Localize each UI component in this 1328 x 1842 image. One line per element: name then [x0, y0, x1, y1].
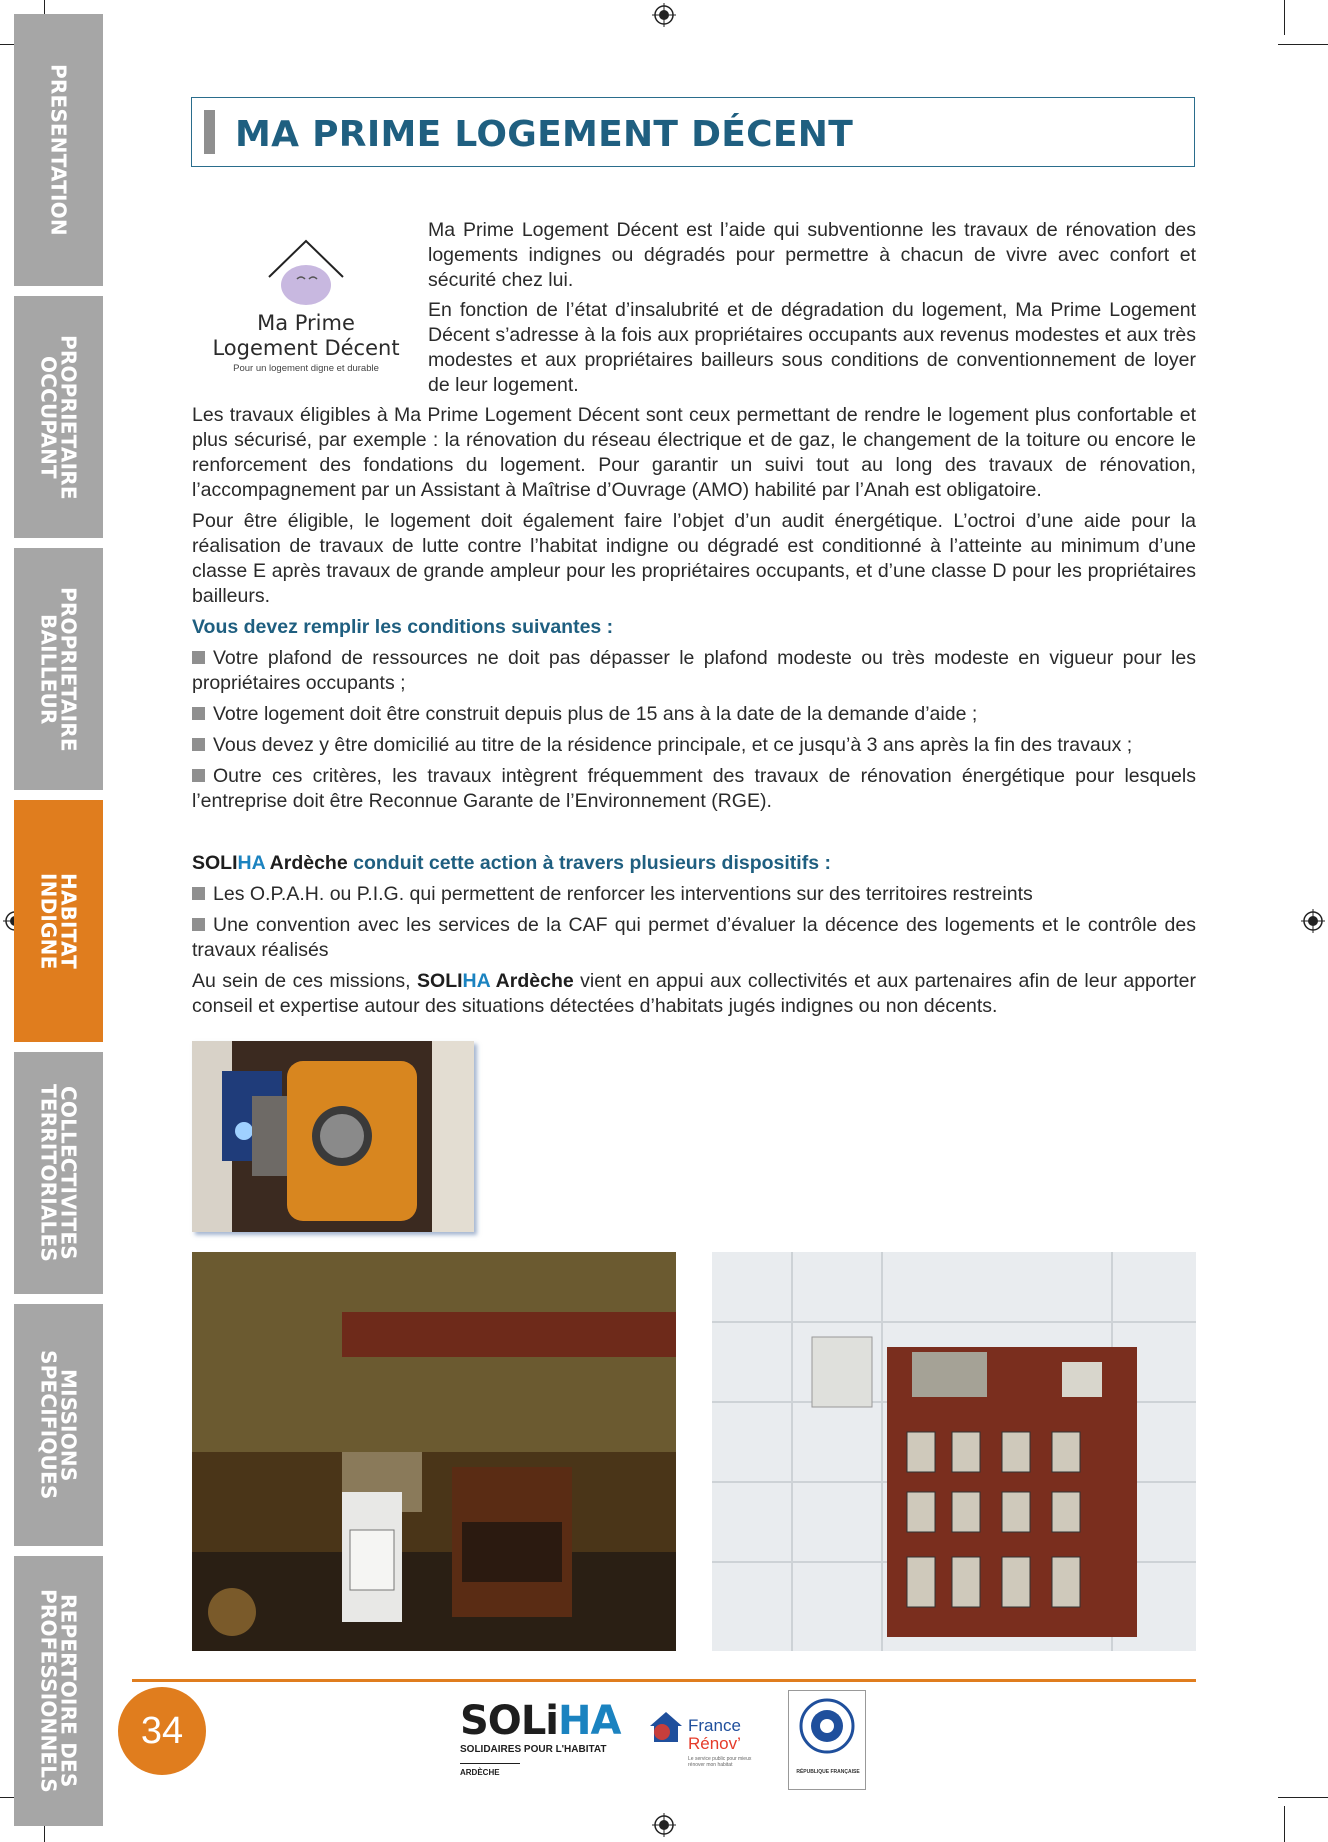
condition-item [192, 733, 1196, 758]
soliha-logo-soli: SOLi [460, 1698, 559, 1744]
condition-text: Votre logement doit être construit depuis plus de 15 ans à la date de la demande d’aide ; [213, 703, 978, 725]
ma-prime-logement-decent-logo [206, 235, 406, 375]
brand-ha: HA [462, 970, 490, 992]
france-renov-logo [648, 1710, 768, 1780]
tab-label: PROPRIETAIRE BAILLEUR [36, 586, 81, 752]
logo-line-2: Logement Décent [212, 336, 400, 360]
soliha-tagline: SOLIDAIRES POUR L'HABITAT [460, 1744, 607, 1755]
body-paragraph-works: Les travaux éligibles à Ma Prime Logement Décent sont ceux permettant de rendre le logement plus confortable et plus sécurisé, par exemple : la rénovation du réseau électrique et de gaz, le changement de la toiture ou encore le renforcement des fondations du logement. Pour garantir un suivi tout au long des travaux de rénovation, l’accompagnement par un Assistant à Maîtrise d’Ouvrage (AMO) habilité par l’Anah est obligatoire. [192, 404, 1196, 501]
tab-label: REPERTOIRE DES PROFESSIONNELS [36, 1589, 81, 1793]
tab-missions-specifiques[interactable] [14, 1304, 103, 1546]
photo-electrical-panel [712, 1252, 1196, 1651]
logo-line-1: Ma Prime [257, 311, 355, 335]
footer-rule [132, 1679, 1196, 1682]
action-item [192, 913, 1196, 963]
bullet-square-icon [192, 769, 205, 782]
action-text: Les O.P.A.H. ou P.I.G. qui permettent de renforcer les interventions sur des territoires restreints [213, 883, 1033, 905]
tab-habitat-indigne[interactable] [14, 800, 103, 1042]
logo-tagline: Pour un logement digne et durable [233, 363, 379, 374]
tab-repertoire-des-professionnels[interactable] [14, 1556, 103, 1826]
registration-mark-icon [1301, 909, 1325, 933]
condition-text: Vous devez y être domicilié au titre de la résidence principale, et ce jusqu’à 3 ans après la fin des travaux ; [213, 734, 1133, 756]
soliha-region: ARDÈCHE [460, 1768, 500, 1777]
photo-door-lock [192, 1041, 474, 1232]
page-title-box [191, 97, 1195, 167]
tab-label: MISSIONS SPECIFIQUES [36, 1350, 81, 1500]
france-renov-subtitle: Le service public pour mieux rénover mon habitat [688, 1756, 752, 1768]
condition-item [192, 646, 1196, 696]
closing-paragraph [192, 969, 1196, 1019]
closing-text-start: Au sein de ces missions, [192, 970, 418, 992]
tab-label: PRESENTATION [46, 64, 71, 236]
title-accent-bar [204, 110, 215, 154]
brand-region: Ardèche [489, 970, 581, 992]
seal-icon [789, 1695, 865, 1757]
brand-ha: HA [237, 852, 265, 874]
action-item [192, 882, 1196, 907]
tab-proprietaire-bailleur[interactable] [14, 548, 103, 790]
france-renov-word-2: Rénov’ [688, 1734, 741, 1753]
crop-mark [1284, 0, 1285, 35]
actions-heading-text: conduit cette action à travers plusieurs dispositifs : [353, 852, 831, 874]
republique-badge [788, 1690, 866, 1790]
crop-mark [1278, 44, 1328, 45]
crop-mark [1278, 1797, 1328, 1798]
condition-text: Outre ces critères, les travaux intègrent fréquemment des travaux de rénovation énergétique pour lesquels l’entreprise doit être Reconnue Garante de l’Environnement (RGE). [192, 765, 1196, 812]
bullet-square-icon [192, 651, 205, 664]
bullet-square-icon [192, 918, 205, 931]
registration-mark-icon [652, 3, 676, 27]
condition-text: Votre plafond de ressources ne doit pas dépasser le plafond modeste ou très modeste en vigueur pour les propriétaires occupants ; [192, 647, 1196, 694]
closing-text-end: vient en appui aux collectivités et aux partenaires afin de leur apporter conseil et expertise autour des situations détectées d’habitats jugés indignes ou non décents. [192, 970, 1196, 1017]
soliha-logo [460, 1700, 630, 1780]
brand-region: Ardèche [264, 852, 354, 874]
house-roof-icon [261, 235, 351, 305]
intro-paragraph-1: Ma Prime Logement Décent est l’aide qui subventionne les travaux de rénovation des logements indignes ou dégradés pour permettre à chacun de vivre avec confort et sécurité chez lui. [428, 219, 1196, 291]
tab-label: COLLECTIVITES TERRITORIALES [36, 1084, 81, 1262]
tab-presentation[interactable] [14, 14, 103, 286]
page-number: 34 [118, 1687, 206, 1775]
photo-damaged-kitchen [192, 1252, 676, 1651]
brand-soli: SOLI [192, 852, 238, 874]
tab-label: PROPRIETAIRE OCCUPANT [36, 334, 81, 500]
brand-soli: SOLI [417, 970, 463, 992]
badge-caption: RÉPUBLIQUE FRANÇAISE [796, 1769, 860, 1775]
bullet-square-icon [192, 738, 205, 751]
tab-label: HABITAT INDIGNE [36, 872, 81, 970]
soliha-logo-ha: HA [558, 1698, 621, 1744]
condition-item [192, 764, 1196, 814]
tab-collectivites-territoriales[interactable] [14, 1052, 103, 1294]
france-renov-house-icon [648, 1710, 684, 1746]
page-title: MA PRIME LOGEMENT DÉCENT [235, 114, 854, 155]
france-renov-word-1: France [688, 1716, 741, 1735]
bullet-square-icon [192, 887, 205, 900]
bullet-square-icon [192, 707, 205, 720]
action-text: Une convention avec les services de la CAF qui permet d’évaluer la décence des logements et le contrôle des travaux réalisés [192, 914, 1196, 961]
body-paragraph-eligibility: Pour être éligible, le logement doit également faire l’objet d’un audit énergétique. L’octroi d’une aide pour la réalisation de travaux de lutte contre l’habitat indigne ou dégradé est conditionné à l’atteinte au minimum d’une classe E après travaux de grande ampleur pour les propriétaires occupants, et d’une classe D pour les propriétaires bailleurs. [192, 510, 1196, 607]
actions-heading [192, 851, 1196, 876]
registration-mark-icon [652, 1813, 676, 1837]
conditions-heading: Vous devez remplir les conditions suivantes : [192, 616, 614, 638]
condition-item [192, 702, 1196, 727]
crop-mark [1284, 1806, 1285, 1842]
tab-proprietaire-occupant[interactable] [14, 296, 103, 538]
intro-paragraph-2: En fonction de l’état d’insalubrité et de dégradation du logement, Ma Prime Logement Décent s’adresse à la fois aux propriétaires occupants aux revenus modestes et aux très modestes et aux propriétaires bailleurs sous conditions de conventionnement de loyer de leur logement. [428, 299, 1196, 396]
